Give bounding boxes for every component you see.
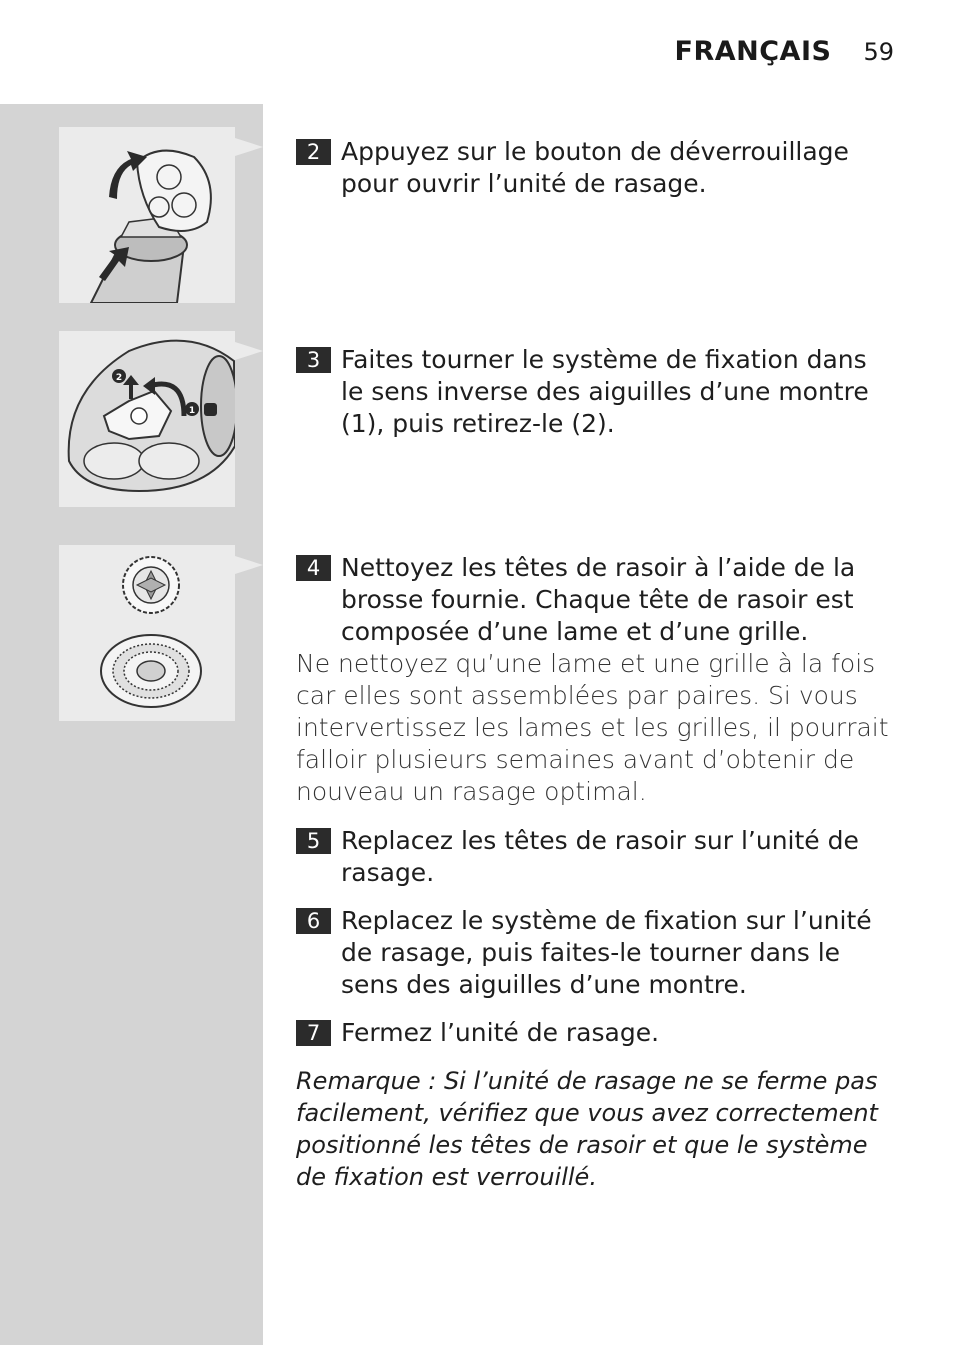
cutter-icon: [123, 557, 179, 613]
step-number: 3: [296, 347, 331, 373]
step-number: 4: [296, 555, 331, 581]
language-heading: FRANÇAIS: [674, 36, 832, 67]
marker-2: 2: [115, 373, 123, 383]
marker-1: 1: [188, 406, 196, 416]
step-5: [296, 825, 896, 889]
step-6: [296, 905, 896, 1001]
step-number: 2: [296, 139, 331, 165]
shaver-unlock-illustration: [59, 127, 235, 303]
step-text: Nettoyez les têtes de rasoir à l’aide de la brosse fournie. Chaque tête de rasoir est composée d’une lame et d’une grille.: [341, 553, 856, 646]
illustration-pointer: [235, 342, 263, 360]
step-number: 5: [296, 828, 331, 854]
step-text: Replacez les têtes de rasoir sur l’unité de rasage.: [341, 826, 859, 887]
illustration-pointer: [235, 138, 263, 156]
step-text: Fermez l’unité de rasage.: [341, 1018, 660, 1047]
page-number: 59: [863, 38, 894, 66]
page-header: [675, 36, 894, 70]
shaving-head-parts-illustration: [59, 545, 235, 721]
step-number: 6: [296, 908, 331, 934]
step-text: Appuyez sur le bouton de déverrouillage pour ouvrir l’unité de rasage.: [341, 137, 849, 198]
step-text: Faites tourner le système de fixation dans le sens inverse des aiguilles d’une montre (1), puis retirez-le (2).: [341, 345, 869, 438]
retaining-frame-illustration: [59, 331, 235, 507]
illustration-pointer: [235, 556, 263, 574]
step-text: Replacez le système de fixation sur l’unité de rasage, puis faites-le tourner dans le sens des aiguilles d’une montre.: [341, 906, 872, 999]
shaving-guard-icon: [101, 635, 201, 707]
step-3: [296, 344, 896, 440]
step-7: [296, 1017, 896, 1049]
unlock-icon: [204, 403, 217, 416]
remark-note: Remarque : Si l’unité de rasage ne se ferme pas facilement, vérifiez que vous avez correctement positionné les têtes de rasoir et que le système de fixation est verrouillé.: [296, 1067, 878, 1191]
step-4: [296, 552, 896, 648]
step-2: [296, 136, 896, 200]
cleaning-paragraph: Ne nettoyez qu’une lame et une grille à la fois car elles sont assemblées par paires. Si vous intervertissez les lames et les grilles, il pourrait falloir plusieurs semaines avant d’obtenir de nouveau un rasage optimal.: [296, 649, 889, 806]
step-number: 7: [296, 1020, 331, 1046]
